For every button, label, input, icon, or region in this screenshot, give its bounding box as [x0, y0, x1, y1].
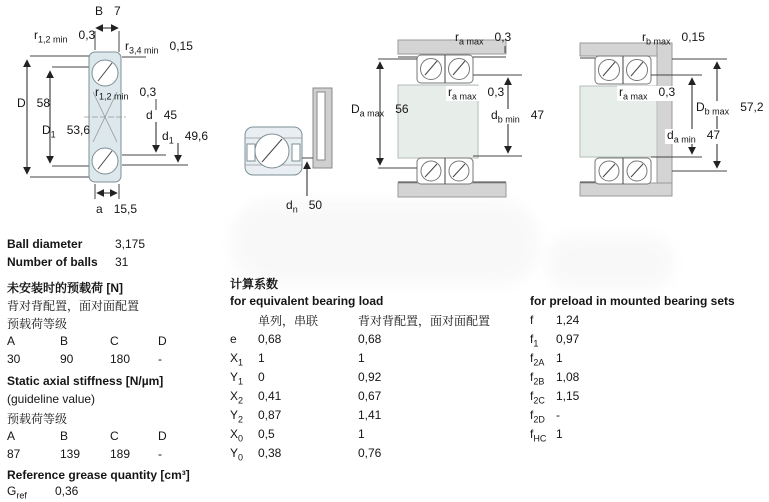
ball-diameter-row [7, 237, 145, 254]
guideline-line: (guideline value) [7, 392, 96, 406]
diagram-bearing-with-sleeve [245, 88, 332, 196]
factor-row: f 1,24 [530, 313, 580, 327]
number-of-balls-label: Number of balls [7, 255, 98, 269]
dim-label-a: a 15,5 [96, 202, 138, 216]
dim-label-D1: $D_1$ 53,6 [42, 123, 91, 140]
diagram-mounted-pair-housing [580, 43, 727, 196]
grease-symbol: $G_{ref}$ [7, 484, 27, 501]
col-C: C [110, 429, 119, 443]
preload-A: 30 [7, 352, 21, 366]
col2-header: 背对背配置，面对面配置 [358, 314, 491, 328]
left-spec-panel [7, 237, 222, 499]
ball-diameter-label: Ball diameter [7, 237, 83, 251]
calc-heading-en: for equivalent bearing load [230, 294, 384, 308]
col-B: B [60, 429, 69, 443]
col-D: D [158, 334, 167, 348]
preload-heading: 未安装时的预载荷 [N] [7, 281, 123, 295]
dim-label-rb: $r_{b max}$ 0,15 [642, 30, 705, 47]
watermark [545, 235, 675, 290]
calc-row: $Y_2$ 0,87 1,41 [230, 408, 382, 425]
calc-row: e 0,68 0,68 [230, 332, 382, 346]
col1-header: 单列，串联 [258, 314, 319, 328]
stiffness-heading: Static axial stiffness [N/µm] [7, 374, 164, 388]
dim-label-db: $d_{b min}$ 47 [491, 108, 545, 125]
col-A: A [7, 429, 16, 443]
dim-label-Da: $D_{a max}$ 56 [351, 102, 409, 119]
dim-label-B: B 7 [95, 4, 121, 18]
dim-label-d1: $d_1$ 49,6 [162, 129, 209, 146]
stiffness-B: 139 [60, 447, 81, 461]
col-A: A [7, 334, 16, 348]
arrangement-line: 背对背配置，面对面配置 [7, 299, 140, 313]
dim-label-Db: $D_{b max}$ 57,2 [696, 100, 764, 117]
calc-row: $X_2$ 0,41 0,67 [230, 389, 382, 406]
dim-label-dn: $d_n$ 50 [286, 198, 323, 215]
stiffness-C: 189 [110, 447, 131, 461]
preload-B: 90 [60, 352, 74, 366]
calc-row: $X_1$ 1 1 [230, 351, 365, 368]
grease-value: 0,36 [55, 484, 79, 498]
preload-class-line: 预载荷等级 [7, 317, 68, 331]
preload-class-header-row [7, 334, 167, 351]
dim-label-da: $d_{a min}$ 47 [667, 128, 721, 145]
calc-heading-cn: 计算系数 [230, 277, 279, 291]
col-D: D [158, 429, 167, 443]
dim-label-ra-top: $r_{a max}$ 0,3 [455, 30, 512, 47]
stiffness-class-header-row [7, 429, 167, 446]
preload-D: - [158, 352, 162, 366]
factor-row: $f_{2A}$ 1 [530, 351, 563, 368]
calc-row: $Y_0$ 0,38 0,76 [230, 446, 382, 463]
col-B: B [60, 334, 69, 348]
dim-label-r34: $r_{3,4 min}$ 0,15 [125, 39, 193, 56]
factor-row: $f_{2B}$ 1,08 [530, 370, 580, 387]
calc-col-headers [258, 312, 490, 329]
calc-row: $Y_1$ 0 0,92 [230, 370, 382, 387]
preload-C: 180 [110, 352, 131, 366]
factor-row: $f_{2C}$ 1,15 [530, 389, 580, 406]
dim-label-ra-mid3: $r_{a max}$ 0,3 [448, 85, 505, 102]
factor-row: $f_{HC}$ 1 [530, 427, 563, 444]
factor-row: $f_1$ 0,97 [530, 332, 580, 349]
factor-row: $f_{2D}$ - [530, 408, 560, 425]
preload-class-line2: 预载荷等级 [7, 412, 68, 426]
stiffness-D: - [158, 447, 162, 461]
number-of-balls-row [7, 255, 128, 272]
dim-label-d: d 45 [146, 108, 178, 122]
calc-row: $X_0$ 0,5 1 [230, 427, 365, 444]
stiffness-values-row [7, 447, 162, 464]
dim-label-D: D 58 [17, 96, 51, 110]
calc-factors-panel [230, 275, 525, 475]
dim-label-ra-mid4: $r_{a max}$ 0,3 [619, 85, 676, 102]
stiffness-A: 87 [7, 447, 21, 461]
grease-row [7, 484, 78, 501]
col-C: C [110, 334, 119, 348]
dim-label-r12-top: $r_{1,2 min}$ 0,3 [34, 28, 96, 45]
preload-factors-heading: for preload in mounted bearing sets [530, 294, 735, 308]
ball-diameter-value: 3,175 [115, 237, 146, 251]
preload-values-row [7, 352, 162, 369]
dim-label-r12-mid: $r_{1,2 min}$ 0,3 [95, 85, 157, 102]
preload-factors-panel [530, 294, 765, 454]
number-of-balls-value: 31 [115, 255, 129, 269]
grease-heading: Reference grease quantity [cm³] [7, 468, 190, 482]
